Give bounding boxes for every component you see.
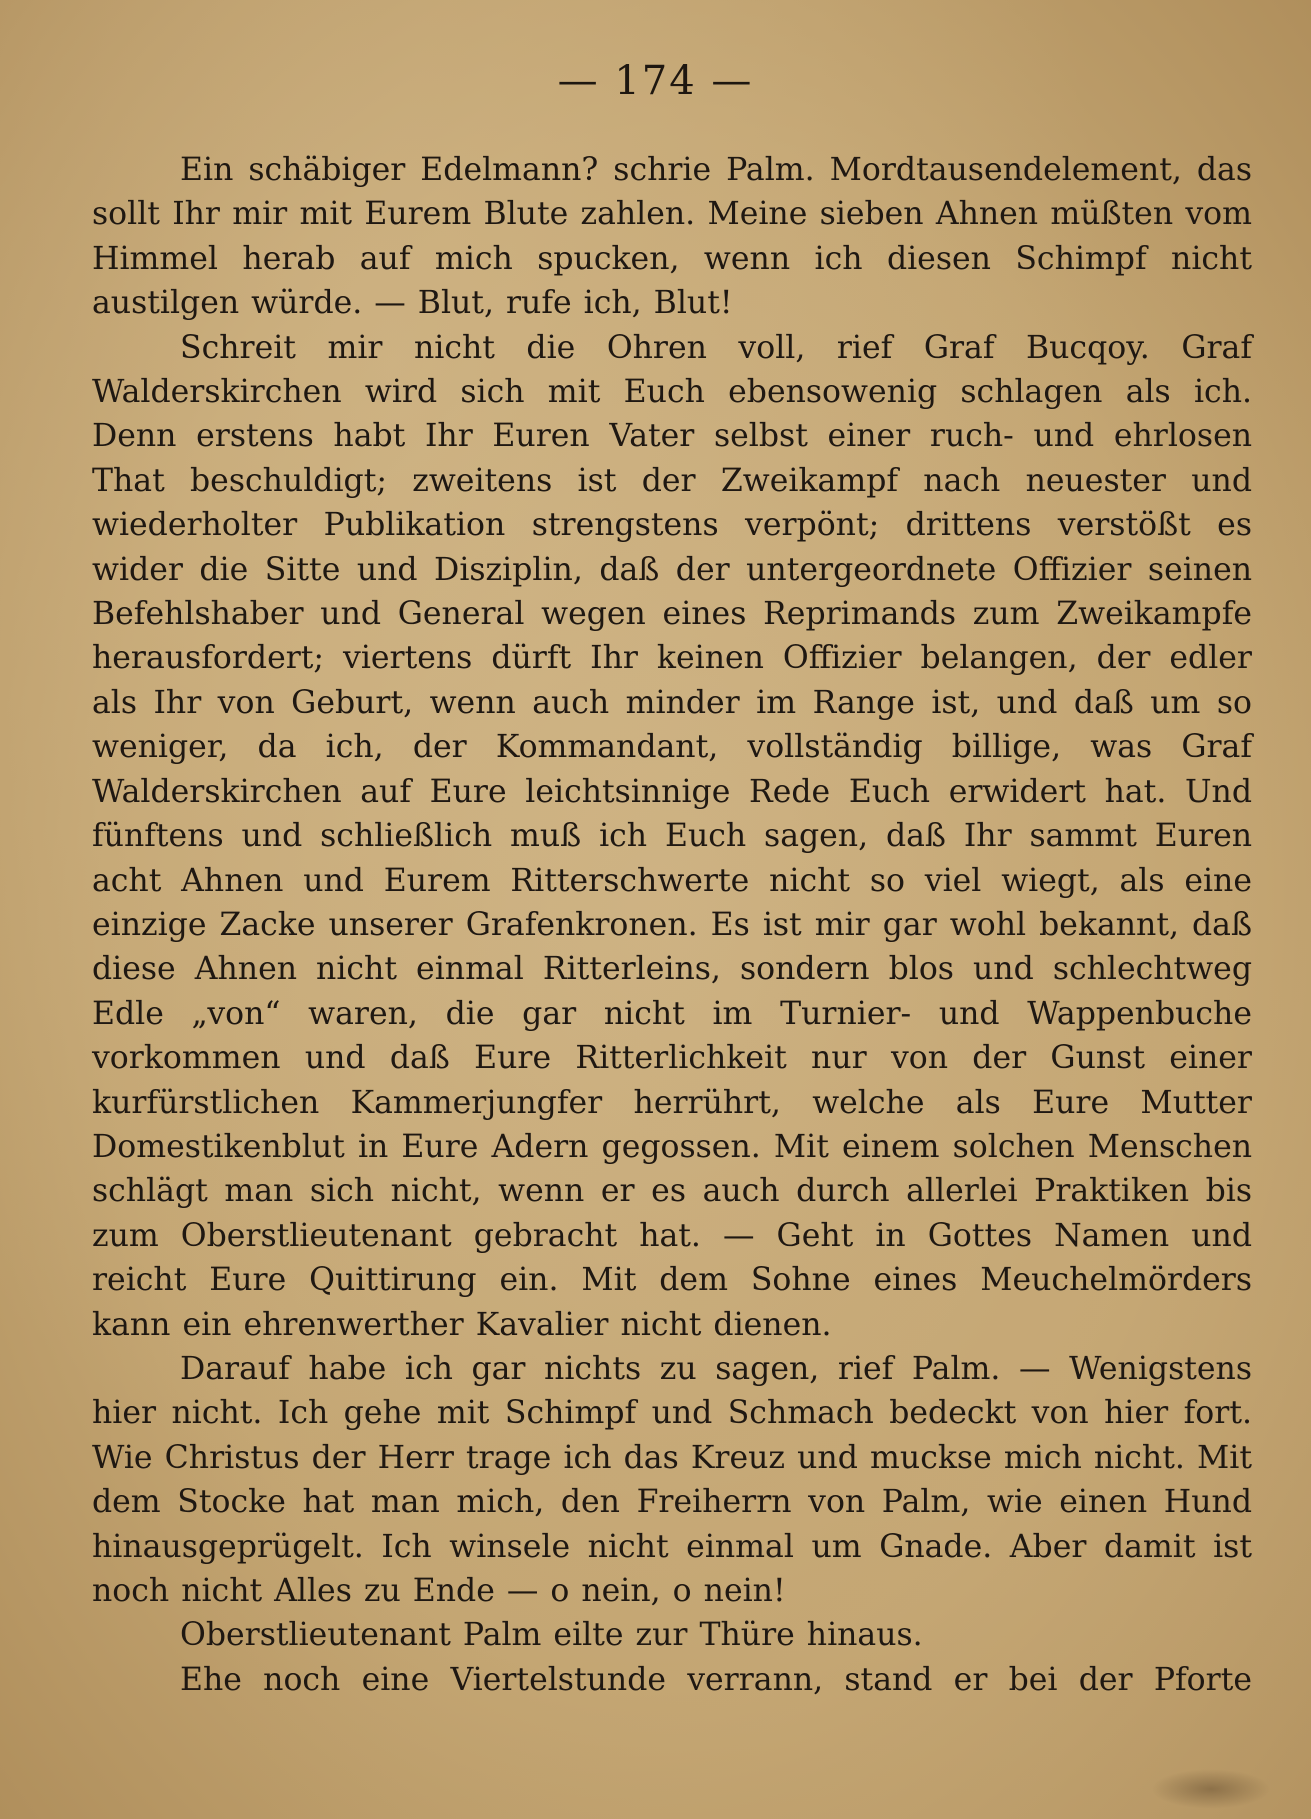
- paragraph-4: Oberstlieutenant Palm eilte zur Thüre hinaus.: [180, 1617, 923, 1654]
- paragraph-1: Ein schäbiger Edelmann? schrie Palm. Mordtausendelement, das sollt Ihr mir mit Eurem Blute zahlen. Meine sieben Ahnen müßten vom Himmel herab auf mich spucken, wenn ich diesen Schimpf nicht austilgen würde. — Blut, rufe ich, Blut!: [92, 152, 1252, 322]
- paragraph-3: Darauf habe ich gar nichts zu sagen, rief Palm. — Wenigstens hier nicht. Ich gehe mit Schimpf und Schmach bedeckt von hier fort. Wie Christus der Herr trage ich das Kreuz und muckse mich nicht. Mit dem Stocke hat man mich, den Freiherrn von Palm, wie einen Hund hinausgeprügelt. Ich winsele nicht einmal um Gnade. Aber damit ist noch nicht Alles zu Ende — o nein, o nein!: [92, 1350, 1252, 1609]
- page-number: — 174 —: [557, 58, 754, 104]
- paragraph-5: Ehe noch eine Viertelstunde verrann, stand er bei der Pforte: [180, 1661, 1252, 1698]
- body-text: [92, 148, 1252, 1702]
- paper-stain: [1151, 1769, 1271, 1809]
- paragraph-2: Schreit mir nicht die Ohren voll, rief Graf Bucqoy. Graf Walderskirchen wird sich mit Euch ebensowenig schlagen als ich. Denn erstens habt Ihr Euren Vater selbst einer ruch- und ehrlosen That beschuldigt; zweitens ist der Zweikampf nach neuester und wiederholter Publikation strengstens verpönt; drittens verstößt es wider die Sitte und Disziplin, daß der untergeordnete Offizier seinen Befehlshaber und General wegen eines Reprimands zum Zweikampfe herausfordert; viertens dürft Ihr keinen Offizier belangen, der edler als Ihr von Geburt, wenn auch minder im Range ist, und daß um so weniger, da ich, der Kommandant, vollständig billige, was Graf Walderskirchen auf Eure leichtsinnige Rede Euch erwidert hat. Und fünftens und schließlich muß ich Euch sagen, daß Ihr sammt Euren acht Ahnen und Eurem Ritterschwerte nicht so viel wiegt, als eine einzige Zacke unserer Grafenkronen. Es ist mir gar wohl bekannt, daß diese Ahnen nicht einmal Ritterleins, sondern blos und schlechtweg Edle „von“ waren, die gar nicht im Turnier- und Wappenbuche vorkommen und daß Eure Ritterlichkeit nur von der Gunst einer kurfürstlichen Kammerjungfer herrührt, welche als Eure Mutter Domestikenblut in Eure Adern gegossen. Mit einem solchen Menschen schlägt man sich nicht, wenn er es auch durch allerlei Praktiken bis zum Oberstlieutenant gebracht hat. — Geht in Gottes Namen und reicht Eure Quittirung ein. Mit dem Sohne eines Meuchelmörders kann ein ehrenwerther Kavalier nicht dienen.: [92, 329, 1252, 1343]
